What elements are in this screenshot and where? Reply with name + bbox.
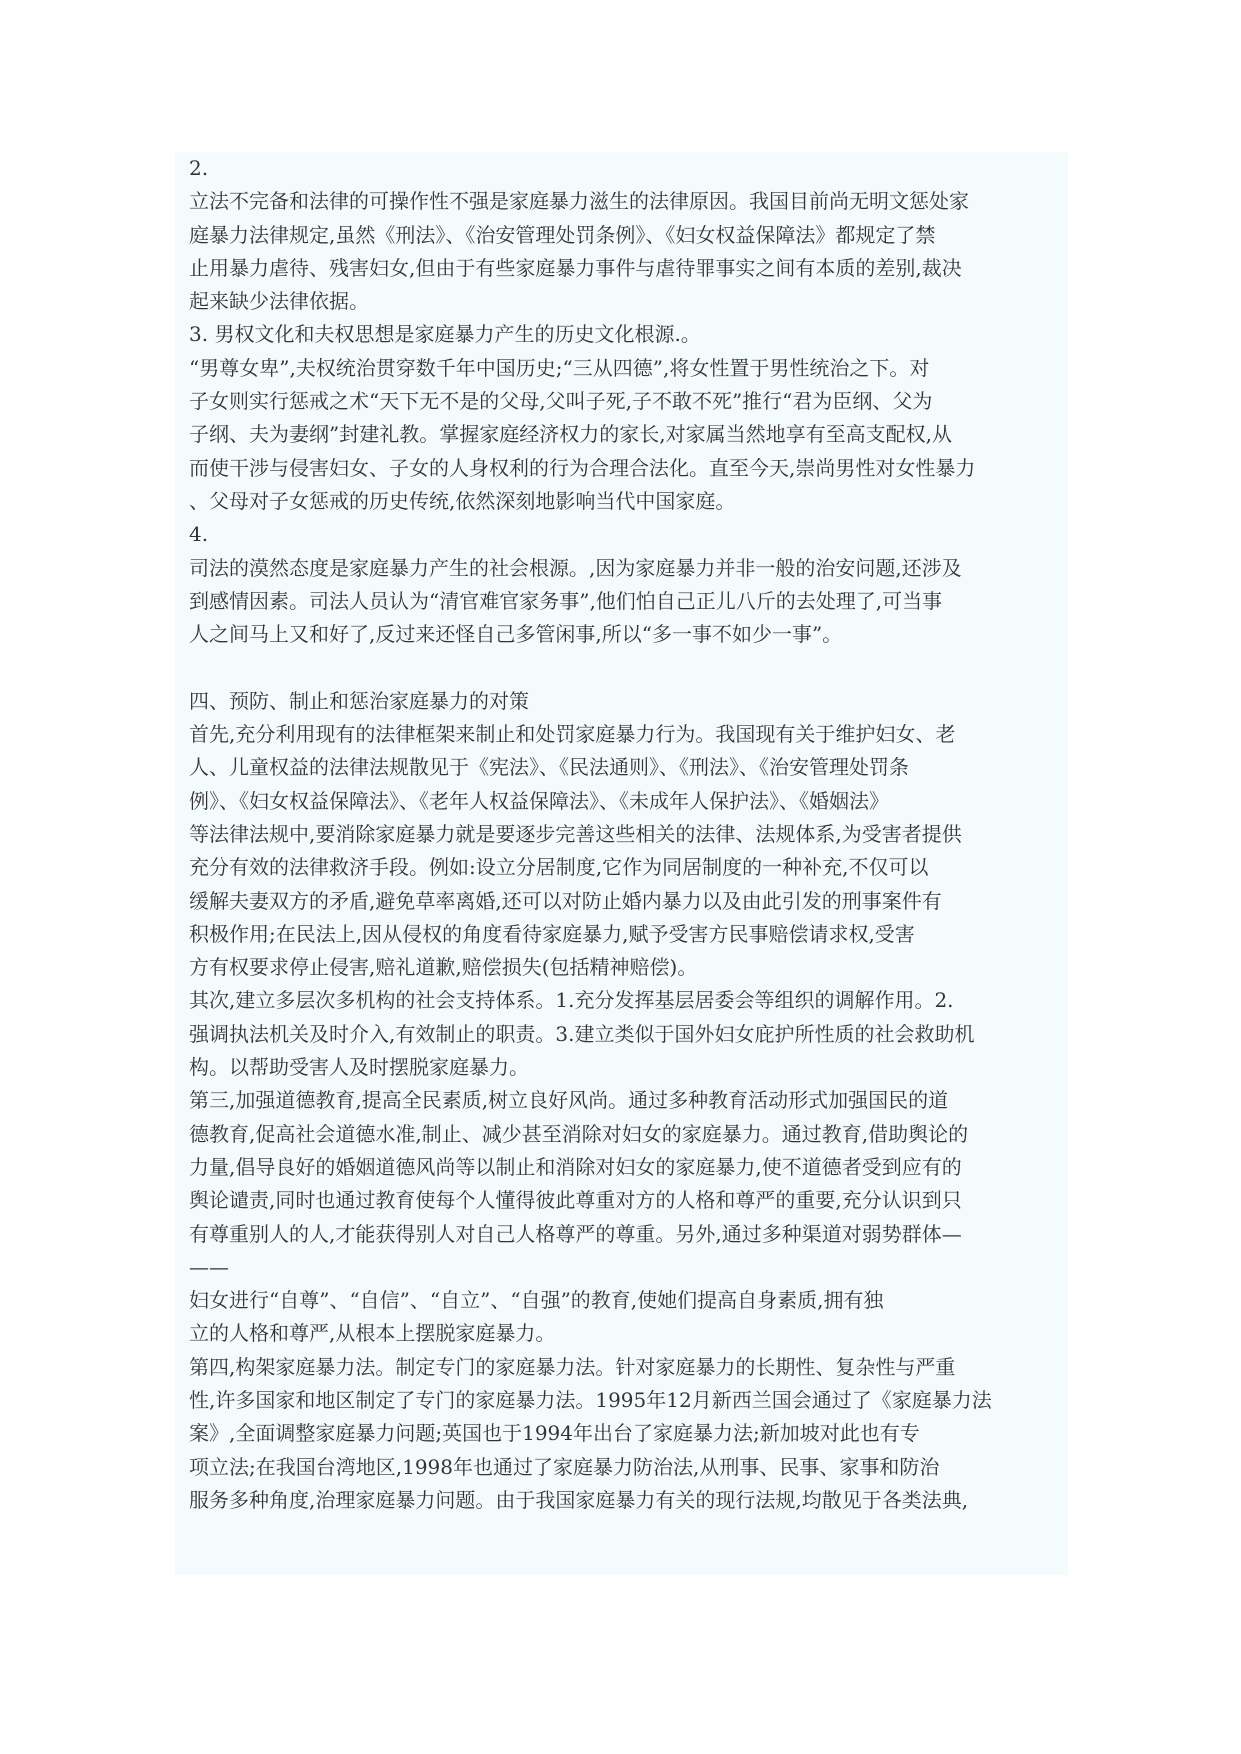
text-line: 庭暴力法律规定,虽然《刑法》、《治安管理处罚条例》、《妇女权益保障法》都规定了禁 (189, 222, 936, 247)
text-line: 强调执法机关及时介入,有效制止的职责。3.建立类似于国外妇女庇护所性质的社会救助机 (189, 1021, 975, 1046)
text-line: 德教育,促高社会道德水准,制止、减少甚至消除对妇女的家庭暴力。通过教育,借助舆论的 (189, 1121, 969, 1146)
text-line: 等法律法规中,要消除家庭暴力就是要逐步完善这些相关的法律、法规体系,为受害者提供 (189, 821, 962, 846)
text-line: 其次,建立多层次多机构的社会支持体系。1.充分发挥基层居委会等组织的调解作用。2. (189, 988, 954, 1013)
text-line: 司法的漠然态度是家庭暴力产生的社会根源。,因为家庭暴力并非一般的治安问题,还涉及 (189, 555, 962, 580)
text-line: 第三,加强道德教育,提高全民素质,树立良好风尚。通过多种教育活动形式加强国民的道 (189, 1088, 949, 1113)
text-line: 项立法;在我国台湾地区,1998年也通过了家庭暴力防治法,从刑事、民事、家事和防治 (189, 1454, 940, 1479)
text-line: 方有权要求停止侵害,赔礼道歉,赔偿损失(包括精神赔偿)。 (189, 955, 698, 980)
text-line: 人、儿童权益的法律法规散见于《宪法》、《民法通则》、《刑法》、《治安管理处罚条 (189, 755, 909, 780)
text-lines (189, 152, 1068, 1517)
text-line: 四、预防、制止和惩治家庭暴力的对策 (189, 688, 529, 713)
text-line: 有尊重别人的人,才能获得别人对自己人格尊严的尊重。另外,通过多种渠道对弱势群体— (189, 1221, 962, 1246)
text-line: 积极作用;在民法上,因从侵权的角度看待家庭暴力,赋予受害方民事赔偿请求权,受害 (189, 921, 915, 946)
text-line: 而使干涉与侵害妇女、子女的人身权利的行为合理合法化。直至今天,崇尚男性对女性暴力 (189, 455, 976, 480)
text-line: “男尊女卑”,夫权统治贯穿数千年中国历史;“三从四德”,将女性置于男性统治之下。对 (189, 355, 930, 380)
blank-line (189, 651, 1068, 684)
text-line: 人之间马上又和好了,反过来还怪自己多管闲事,所以“多一事不如少一事”。 (189, 622, 843, 647)
text-line: 3. 男权文化和夫权思想是家庭暴力产生的历史文化根源.。 (189, 322, 701, 347)
text-line: 止用暴力虐待、残害妇女,但由于有些家庭暴力事件与虐待罪事实之间有本质的差别,裁决 (189, 255, 962, 280)
text-line: 立的人格和尊严,从根本上摆脱家庭暴力。 (189, 1321, 556, 1346)
text-body (175, 152, 1068, 1575)
text-line: 子纲、夫为妻纲”封建礼教。掌握家庭经济权力的家长,对家属当然地享有至高支配权,从 (189, 422, 952, 447)
text-line: 子女则实行惩戒之术“天下无不是的父母,父叫子死,子不敢不死”推行“君为臣纲、父为 (189, 389, 933, 414)
text-line: 4. (189, 522, 209, 547)
text-line: 立法不完备和法律的可操作性不强是家庭暴力滋生的法律原因。我国目前尚无明文惩处家 (189, 189, 969, 214)
text-line: 缓解夫妻双方的矛盾,避免草率离婚,还可以对防止婚内暴力以及由此引发的刑事案件有 (189, 888, 942, 913)
text-line: 例》、《妇女权益保障法》、《老年人权益保障法》、《未成年人保护法》、《婚姻法》 (189, 788, 889, 813)
text-line: 到感情因素。司法人员认为“清官难官家务事”,他们怕自己正儿八斤的去处理了,可当事 (189, 588, 943, 613)
text-line: 性,许多国家和地区制定了专门的家庭暴力法。1995年12月新西兰国会通过了《家庭暴力法 (189, 1387, 992, 1412)
text-line: 舆论谴责,同时也通过教育使每个人懂得彼此尊重对方的人格和尊严的重要,充分认识到只 (189, 1188, 962, 1213)
text-line: 首先,充分利用现有的法律框架来制止和处罚家庭暴力行为。我国现有关于维护妇女、老 (189, 722, 956, 747)
text-line: 案》,全面调整家庭暴力问题;英国也于1994年出台了家庭暴力法;新加坡对此也有专 (189, 1421, 920, 1446)
text-line: 构。以帮助受害人及时摆脱家庭暴力。 (189, 1055, 529, 1080)
text-line: 2. (189, 156, 209, 180)
text-line: 妇女进行“自尊”、“自信”、“自立”、“自强”的教育,使她们提高自身素质,拥有独 (189, 1288, 884, 1313)
text-line: 服务多种角度,治理家庭暴力问题。由于我国家庭暴力有关的现行法规,均散见于各类法典, (189, 1487, 969, 1512)
text-line: 充分有效的法律救济手段。例如:设立分居制度,它作为同居制度的一种补充,不仅可以 (189, 855, 929, 880)
text-line: 起来缺少法律依据。 (189, 289, 369, 314)
text-line: 、父母对子女惩戒的历史传统,依然深刻地影响当代中国家庭。 (189, 488, 736, 513)
text-line: 力量,倡导良好的婚姻道德风尚等以制止和消除对妇女的家庭暴力,使不道德者受到应有的 (189, 1154, 962, 1179)
text-line: 第四,构架家庭暴力法。制定专门的家庭暴力法。针对家庭暴力的长期性、复杂性与严重 (189, 1354, 956, 1379)
text-line: —— (189, 1254, 229, 1279)
